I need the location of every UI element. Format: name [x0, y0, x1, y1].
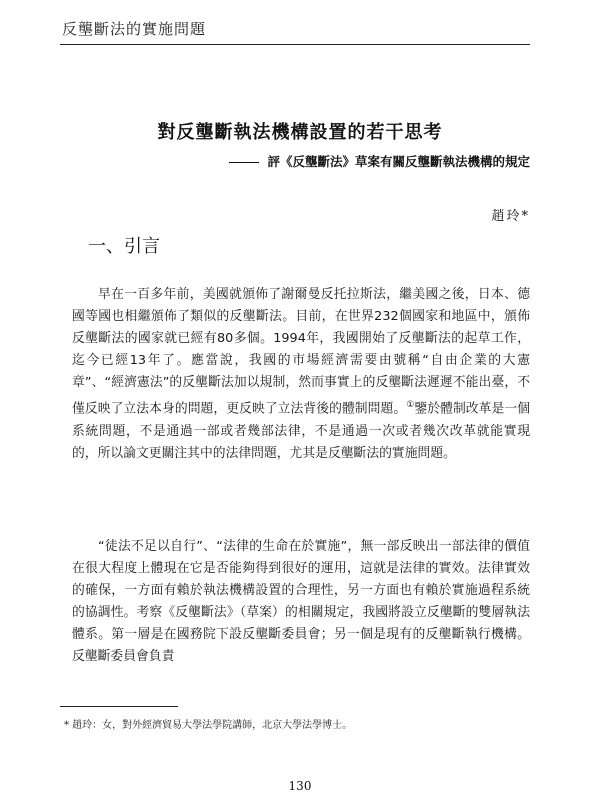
paragraph-2: “徒法不足以自行”、“法律的生命在於實施”，無一部反映出一部法律的價值在很大程度上體現在它是否能夠得到很好的運用，這就是法律的實效。法律實效的確保，一方面有賴於執法機構設置的合理性，另一方面也有賴於實施過程系統的協調性。考察《反壟斷法》（草案）的相關規定，我國將設立反壟斷的雙層執法體系。第一層是在國務院下設反壟斷委員會；另一個是現有的反壟斷執行機構。反壟斷委員會負責: [72, 539, 530, 665]
author-name: 趙玲*: [491, 209, 530, 224]
paragraph-1: [72, 284, 530, 465]
footnote: * 趙玲：女，對外經濟貿易大學法學院講師，北京大學法學博士。: [64, 720, 353, 731]
footnote-rule: [60, 706, 178, 707]
page-number: 130: [288, 779, 312, 793]
paragraph-1-text-b: 鑒於體制改革是一個系統問題，不是通過一部或者幾部法律，不是通過一次或者幾次改革就能實現的，所以論文更關注其中的法律問題，尤其是反壟斷法的實施問題。: [72, 401, 531, 461]
article-subtitle: [60, 152, 530, 170]
subtitle-text: 評《反壟斷法》草案有關反壟斷執法機構的規定: [267, 154, 530, 169]
section-heading: 一、引言: [88, 236, 160, 257]
article-title: 對反壟斷執法機構設置的若干思考: [157, 122, 443, 143]
running-head: 反壟斷法的實施問題: [62, 20, 207, 38]
header-rule: [60, 44, 530, 45]
paragraph-1-text-a: 早在一百多年前，美國就頒佈了謝爾曼反托拉斯法，繼美國之後，日本、德國等國也相繼頒佈了類似的反壟斷法。目前，在世界232個國家和地區中，頒佈反壟斷法的國家就已經有80多個。1994年，我國開始了反壟斷法的起草工作，迄今已經13年了。應當說，我國的市場經濟需要由號稱“自由企業的大憲章”、“經濟憲法”的反壟斷法加以規制，然而事實上的反壟斷法遲遲不能出臺，不僅反映了立法本身的問題，更反映了立法背後的體制問題。: [72, 287, 530, 417]
subtitle-dash: [229, 162, 259, 163]
footnote-marker: ①: [406, 400, 415, 411]
